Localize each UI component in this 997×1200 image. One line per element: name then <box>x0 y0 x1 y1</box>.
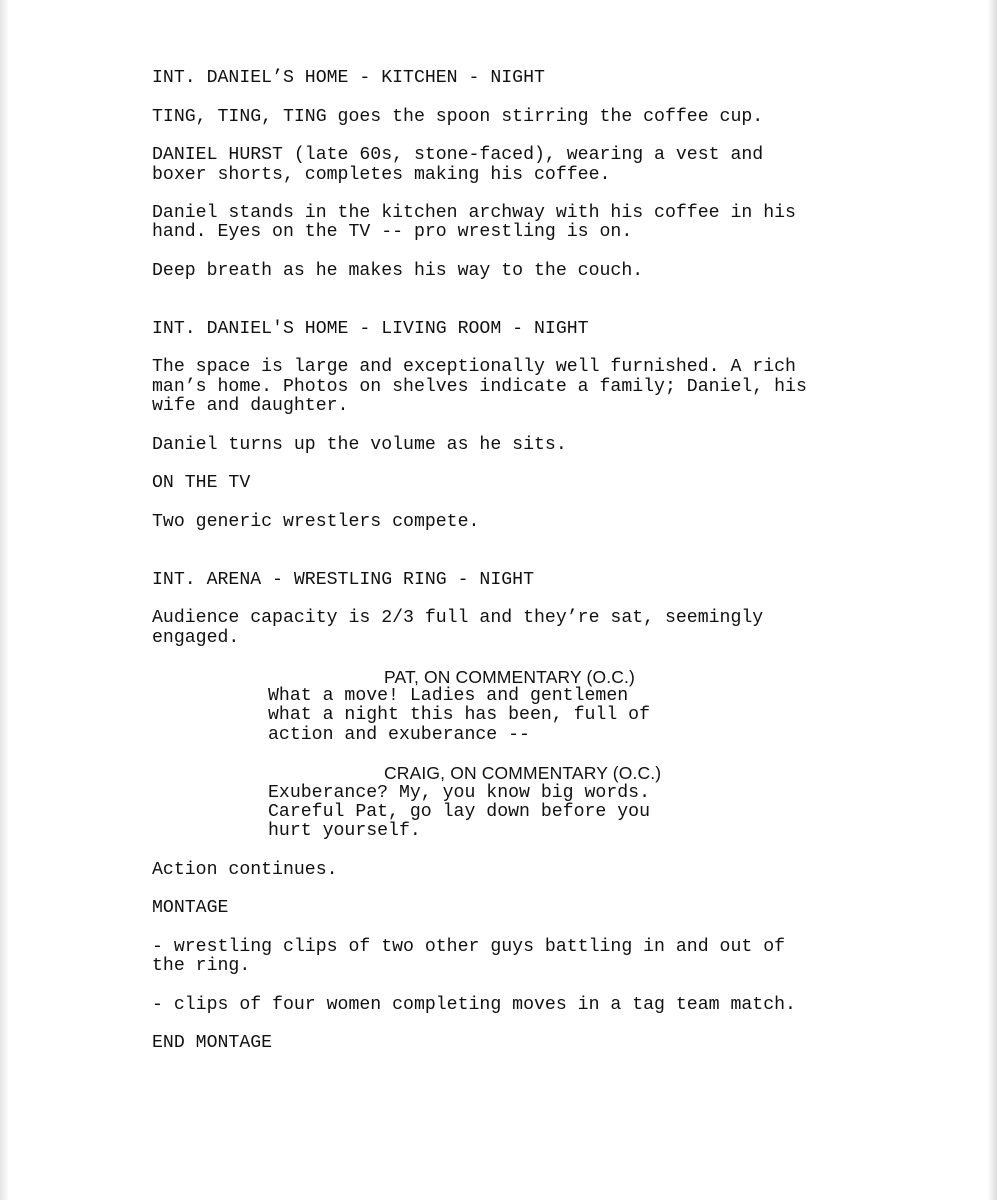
montage-item: the ring. <box>152 956 251 976</box>
insert-heading: ON THE TV <box>152 473 251 493</box>
action-line: Daniel stands in the kitchen archway with his coffee in his <box>152 203 796 223</box>
action-line: Audience capacity is 2/3 full and they’re sat, seemingly <box>152 608 764 628</box>
dialogue-line: What a move! Ladies and gentlemen <box>268 686 629 706</box>
action-line: boxer shorts, completes making his coffee. <box>152 165 611 185</box>
action-line: Deep breath as he makes his way to the couch. <box>152 261 644 281</box>
dialogue-line: what a night this has been, full of <box>268 705 650 725</box>
montage-item: - clips of four women completing moves in a tag team match. <box>152 995 796 1015</box>
character-cue-craig: CRAIG, ON COMMENTARY (O.C.) <box>384 763 662 783</box>
dialogue-line: action and exuberance -- <box>268 725 530 745</box>
action-line: Action continues. <box>152 860 338 880</box>
dialogue-line: Careful Pat, go lay down before you <box>268 802 650 822</box>
action-line: wife and daughter. <box>152 396 349 416</box>
action-line: hand. Eyes on the TV -- pro wrestling is on. <box>152 222 633 242</box>
character-cue-pat: PAT, ON COMMENTARY (O.C.) <box>384 667 636 687</box>
action-line: Daniel turns up the volume as he sits. <box>152 435 567 455</box>
montage-end: END MONTAGE <box>152 1033 273 1053</box>
dialogue-line: Exuberance? My, you know big words. <box>268 783 650 803</box>
dialogue-line: hurt yourself. <box>268 821 421 841</box>
action-line: man’s home. Photos on shelves indicate a family; Daniel, his <box>152 377 807 397</box>
action-line: DANIEL HURST (late 60s, stone-faced), wearing a vest and <box>152 145 764 165</box>
montage-item: - wrestling clips of two other guys battling in and out of <box>152 937 786 957</box>
montage-heading: MONTAGE <box>152 898 229 918</box>
page-left-edge <box>0 0 9 1200</box>
scene-heading-arena: INT. ARENA - WRESTLING RING - NIGHT <box>152 570 534 590</box>
page-right-edge <box>987 0 997 1200</box>
scene-heading-living-room: INT. DANIEL'S HOME - LIVING ROOM - NIGHT <box>152 319 589 339</box>
action-line: The space is large and exceptionally well furnished. A rich <box>152 357 796 377</box>
action-line: Two generic wrestlers compete. <box>152 512 480 532</box>
action-line: TING, TING, TING goes the spoon stirring the coffee cup. <box>152 107 764 127</box>
scene-heading-kitchen: INT. DANIEL’S HOME - KITCHEN - NIGHT <box>152 68 545 88</box>
action-line: engaged. <box>152 628 240 648</box>
